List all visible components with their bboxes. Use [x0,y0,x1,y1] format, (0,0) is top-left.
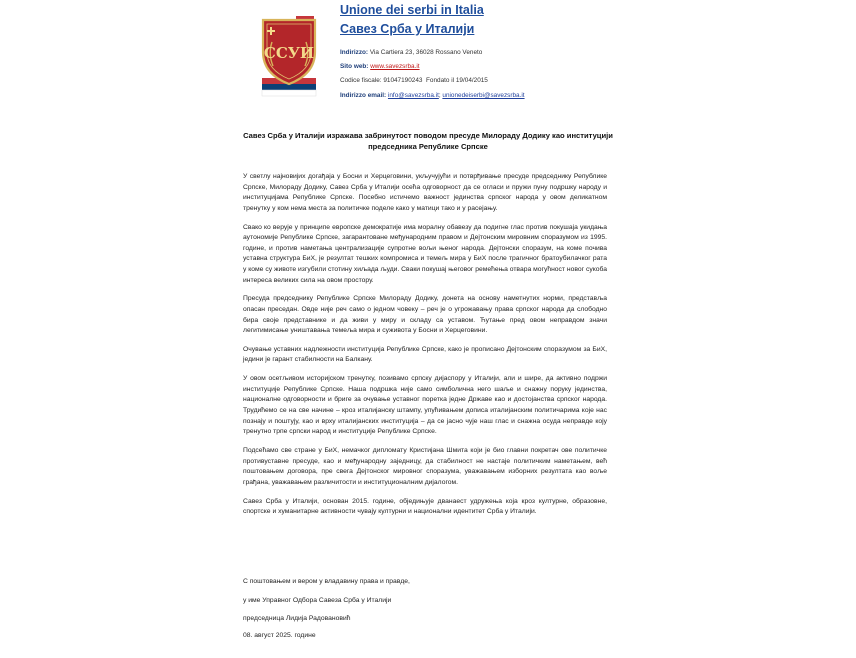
paragraph: Пресуда председнику Републике Српске Милораду Додику, донета на основу наметнутих норми, представља опасан преседан. Овде није реч само о једном човеку – реч је о угрожавању права српског народа да слободно бира своје представнике и да живи у миру и складу са уставом. Ћутање пред овом неправдом значи легитимисање уништавања темеља мира и суживота у Босни и Херцеговини. [243,295,607,335]
email-line: Indirizzo email: info@savezsrba.it; unionedeiserbi@savezsrba.it [340,92,525,99]
founded-value: 19/04/2015 [455,77,488,84]
site-label: Sito web: [340,63,369,70]
address-label: Indirizzo: [340,49,369,56]
crest-logo-icon [258,6,320,100]
svg-text:ССУИ: ССУИ [263,44,315,62]
paragraph: Свако ко верује у принципе европске демократије има моралну обавезу да подигне глас против покушаја укидања аутономије Републике Српске, загарантоване међународним правом и Дејтонским мировним споразумом из 1995. године, и против наметања централизације супротне вољи њеног народа. Дејтонски споразум, на коме почива уставна структура БиХ, је резултат тешких компромиса и темељ мира у БиХ после трагичног братоубилачког рата у коме су животе изгубили стотину хиљада људи. Сваки покушај његовог ремећења отвара могућност новог сукоба интереса великих сила на овом простору. [243,223,607,284]
closing-date: 08. август 2025. године [243,632,316,639]
email-label: Indirizzo email: [340,92,387,99]
paragraph: Савез Срба у Италији, основан 2015. године, обједињује дванаест удружења која кроз културне, образовне, спортске и хуманитарне активности чувају културни и национални идентитет Срба у Италији. [243,497,607,516]
site-line [340,63,420,70]
letter-body [243,172,607,526]
founded-label: Fondato il [426,77,455,84]
letter-title: Савез Срба у Италији изражава забринутост поводом пресуде Милораду Додику као институцији председника Републике Српске [243,131,613,151]
closing-line-president: председница Лидија Радовановић [243,615,351,622]
paragraph: У светлу најновијих догађаја у Босни и Херцеговини, укључујући и потврђивање пресуде председнику Републике Српске, Милораду Додику, Савез Срба у Италији осећа одговорност да се огласи и пружи пуну подршку народу и институцијама Републике Српске. Посебно истичемо важност јединства српског народа у овом деликатном тренутку у ком нема места за политичке поделе како у матици тако и у расејању. [243,173,607,212]
closing-line-board: у име Управног Одбора Савеза Срба у Италији [243,597,392,604]
fiscal-label: Codice fiscale: [340,77,382,84]
paragraph: Подсећамо све стране у БиХ, немачког дипломату Кристијана Шмита који је био главни покретач ове политичке противуставне пресуде, као и међународну заједницу, да стабилност не настаје политичким наметањем, већ поштовањем договора, пре свега Дејтонског мировног споразума, уважавањем изборних резултата као воље грађана, уважавањем различитости и институционалним дијалогом. [243,447,607,486]
site-link[interactable]: www.savezsrba.it [370,63,420,70]
email-link-info[interactable]: info@savezsrba.it [387,92,439,99]
closing-line-regards: С поштовањем и вером у владавину права и правде, [243,578,410,585]
email-link-unione[interactable]: unionedeiserbi@savezsrba.it [442,92,525,99]
org-name-serbian[interactable]: Савез Срба у Италији [340,22,475,36]
paragraph: Очување уставних надлежности институција Републике Српске, како је прописано Дејтонским споразумом за БиХ, једини је гарант стабилности на Балкану. [243,345,607,364]
address-value: Via Cartiera 23, 36028 Rossano Veneto [369,49,483,56]
org-name-italian[interactable]: Unione dei serbi in Italia [340,3,484,17]
fiscal-value: 91047190243 [383,77,423,84]
address-line [340,49,482,56]
fiscal-line [340,77,488,84]
paragraph: У овом осетљивом историјском тренутку, позивамо српску дијаспору у Италији, али и шире, да активно подржи институције Републике Српске. Наша подршка није само симболична него шаље и снажну поруку јединства, националне одговорности и бриге за очување уставног поретка једне Државе као и достојанства српског народа. Трудићемо се на све начине – кроз италијанску штампу, упућивањем дописа италијанским политичарима које нас познају и поштују, као и врху италијанских институција – да се јасно чује наш глас и снажна осуда неправде коју тренутно трпе српски народ и институције Републике Српске. [243,375,607,436]
